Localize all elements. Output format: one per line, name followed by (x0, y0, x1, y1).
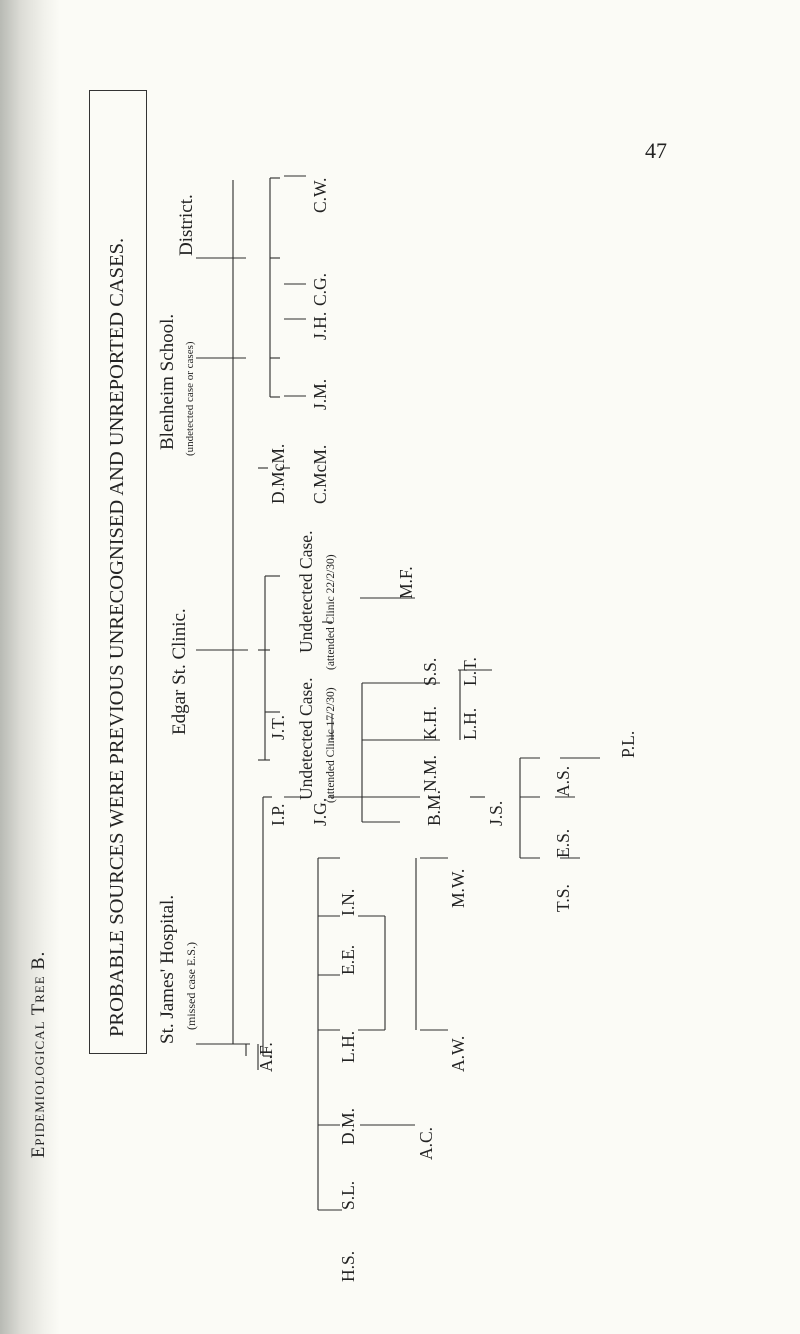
case-undetected-1-note: (attended Clinic 22/2/30) (325, 554, 337, 670)
case-ip: I.P. (268, 803, 288, 826)
case-mf: M.F. (396, 566, 416, 599)
source-st-james-note: (missed case E.S.) (184, 942, 198, 1030)
case-cmcm: C.McM. (310, 444, 330, 504)
case-dm: D.M. (338, 1108, 358, 1145)
case-ee: E.E. (338, 944, 358, 975)
case-mw: M.W. (448, 868, 468, 908)
case-sl: S.L. (338, 1180, 358, 1210)
case-lh1: L.H. (460, 707, 480, 740)
case-es: E.S. (553, 828, 573, 858)
case-ts: T.S. (553, 884, 573, 912)
banner-text: PROBABLE SOURCES WERE PREVIOUS UNRECOGNISED AND UNREPORTED CASES. (106, 237, 128, 1037)
source-district: District. (176, 194, 197, 256)
case-jh: J.H. (310, 311, 330, 340)
page-header-title: Epidemiological Tree B. (29, 950, 49, 1158)
case-aw: A.W. (448, 1035, 468, 1072)
case-ac: A.C. (416, 1126, 436, 1160)
case-jg: J.G. (310, 797, 330, 826)
case-nm: N.M. (420, 755, 440, 792)
source-edgar-st-clinic: Edgar St. Clinic. (169, 608, 190, 735)
source-st-james-hospital: St. James' Hospital. (157, 894, 178, 1044)
case-jm: J.M. (310, 378, 330, 410)
case-undetected-2: Undetected Case. (296, 677, 316, 800)
source-blenheim-school: Blenheim School. (157, 313, 178, 450)
case-hs: H.S. (338, 1250, 358, 1282)
case-in: I.N. (338, 888, 358, 916)
case-undetected-2-note: (attended Clinic 17/2/30) (325, 687, 337, 803)
case-dmcm: D.McM. (268, 443, 288, 504)
case-cw: C.W. (310, 177, 330, 213)
case-cg: C.G. (310, 272, 330, 306)
case-undetected-1: Undetected Case. (296, 530, 316, 653)
case-lt: L.T. (460, 657, 480, 686)
case-pl: P.L. (618, 730, 638, 758)
case-bm: B.M. (424, 790, 444, 826)
source-blenheim-note: (undetected case or cases) (184, 341, 196, 456)
page-number: 47 (645, 138, 667, 163)
case-as: A.S. (553, 765, 573, 797)
case-jt: J.T. (268, 715, 288, 740)
case-ss: S.S. (420, 657, 440, 686)
case-kh: K.H. (420, 705, 440, 740)
case-js: J.S. (486, 800, 506, 826)
case-af: A.F. (256, 1042, 276, 1072)
case-lh2: L.H. (338, 1030, 358, 1063)
